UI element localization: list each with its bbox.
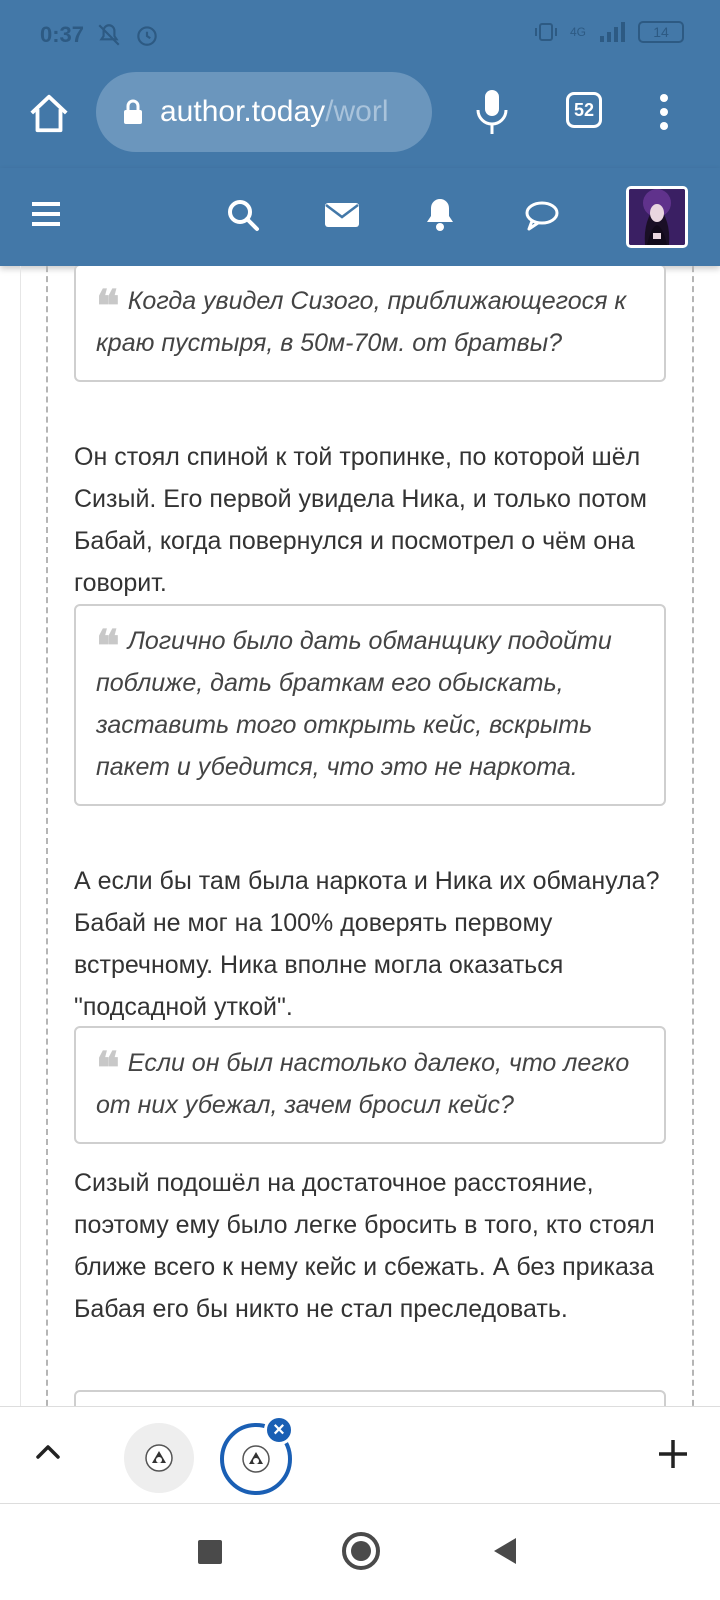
bell-icon[interactable] bbox=[424, 196, 456, 232]
address-bar[interactable] bbox=[96, 72, 432, 152]
url-text bbox=[160, 95, 388, 129]
browser-toolbar bbox=[0, 70, 720, 168]
home-icon[interactable] bbox=[26, 90, 72, 136]
quote-block bbox=[74, 604, 666, 806]
quote-block bbox=[74, 266, 666, 382]
chevron-up-icon[interactable] bbox=[34, 1441, 62, 1461]
quote-block bbox=[74, 1026, 666, 1144]
url-path: /worl bbox=[325, 95, 389, 128]
signal-icon bbox=[598, 20, 626, 44]
tab-thumbnail[interactable] bbox=[124, 1423, 194, 1493]
system-navigation-bar bbox=[0, 1504, 720, 1600]
recents-button[interactable] bbox=[198, 1540, 222, 1564]
hamburger-menu-icon[interactable] bbox=[30, 200, 62, 228]
mail-icon[interactable] bbox=[324, 202, 360, 228]
search-icon[interactable] bbox=[226, 198, 260, 232]
status-bar bbox=[0, 0, 720, 70]
quote-text: Логично было дать обманщику подойти поближе, дать браткам его обыскать, заставить того открыть кейс, вскрыть пакет и убедится, что это не наркота. bbox=[96, 627, 612, 781]
quote-block-partial bbox=[74, 1390, 666, 1406]
url-domain: author.today bbox=[160, 95, 326, 128]
network-type: 4G bbox=[569, 25, 586, 39]
site-favicon-icon bbox=[241, 1444, 271, 1474]
reply-paragraph: Сизый подошёл на достаточное расстояние, поэтому ему было легке бросить в того, кто стоял ближе всего к нему кейс и сбежать. А без приказа Бабая его бы никто не стал преследовать. bbox=[74, 1169, 655, 1323]
thread-line bbox=[20, 266, 21, 1406]
close-tab-button[interactable]: × bbox=[264, 1415, 294, 1445]
alarm-icon bbox=[134, 22, 160, 48]
battery-indicator: 14 bbox=[638, 21, 684, 43]
reply-paragraph: А если бы там была наркота и Ника их обманула? Бабай не мог на 100% доверять первому встречному. Ника вполне могла оказаться "подсадной уткой". bbox=[74, 867, 660, 1021]
reply-paragraph: Он стоял спиной к той тропинке, по которой шёл Сизый. Его первой увидела Ника, и только потом Бабай, когда повернулся и посмотрел о чём она говорит. bbox=[74, 443, 647, 597]
site-favicon-icon bbox=[144, 1443, 174, 1473]
quote-text: Если он был настолько далеко, что легко от них убежал, зачем бросил кейс? bbox=[96, 1049, 630, 1119]
comment-content bbox=[0, 266, 720, 1406]
site-navbar bbox=[0, 168, 720, 266]
mute-icon bbox=[96, 22, 122, 48]
more-menu-icon[interactable] bbox=[652, 92, 676, 132]
status-time: 0:37 bbox=[40, 22, 85, 47]
quote-mark-icon: ❝ bbox=[96, 1043, 120, 1094]
tab-switcher-button[interactable]: 52 bbox=[566, 92, 602, 128]
vibrate-icon bbox=[534, 20, 558, 44]
quote-mark-icon: ❝ bbox=[96, 281, 120, 332]
home-button[interactable] bbox=[342, 1532, 380, 1570]
user-avatar[interactable] bbox=[626, 186, 688, 248]
lock-icon bbox=[122, 98, 144, 126]
quote-mark-icon: ❝ bbox=[96, 621, 120, 672]
back-button[interactable] bbox=[494, 1538, 516, 1564]
bottom-tab-strip bbox=[0, 1406, 720, 1504]
chat-bubble-icon[interactable] bbox=[524, 200, 560, 232]
quote-text: Когда увидел Сизого, приближающегося к краю пустыря, в 50м-70м. от братвы? bbox=[96, 287, 627, 357]
avatar-image bbox=[629, 189, 685, 245]
microphone-icon[interactable] bbox=[474, 88, 510, 136]
new-tab-plus-icon[interactable] bbox=[656, 1437, 690, 1471]
